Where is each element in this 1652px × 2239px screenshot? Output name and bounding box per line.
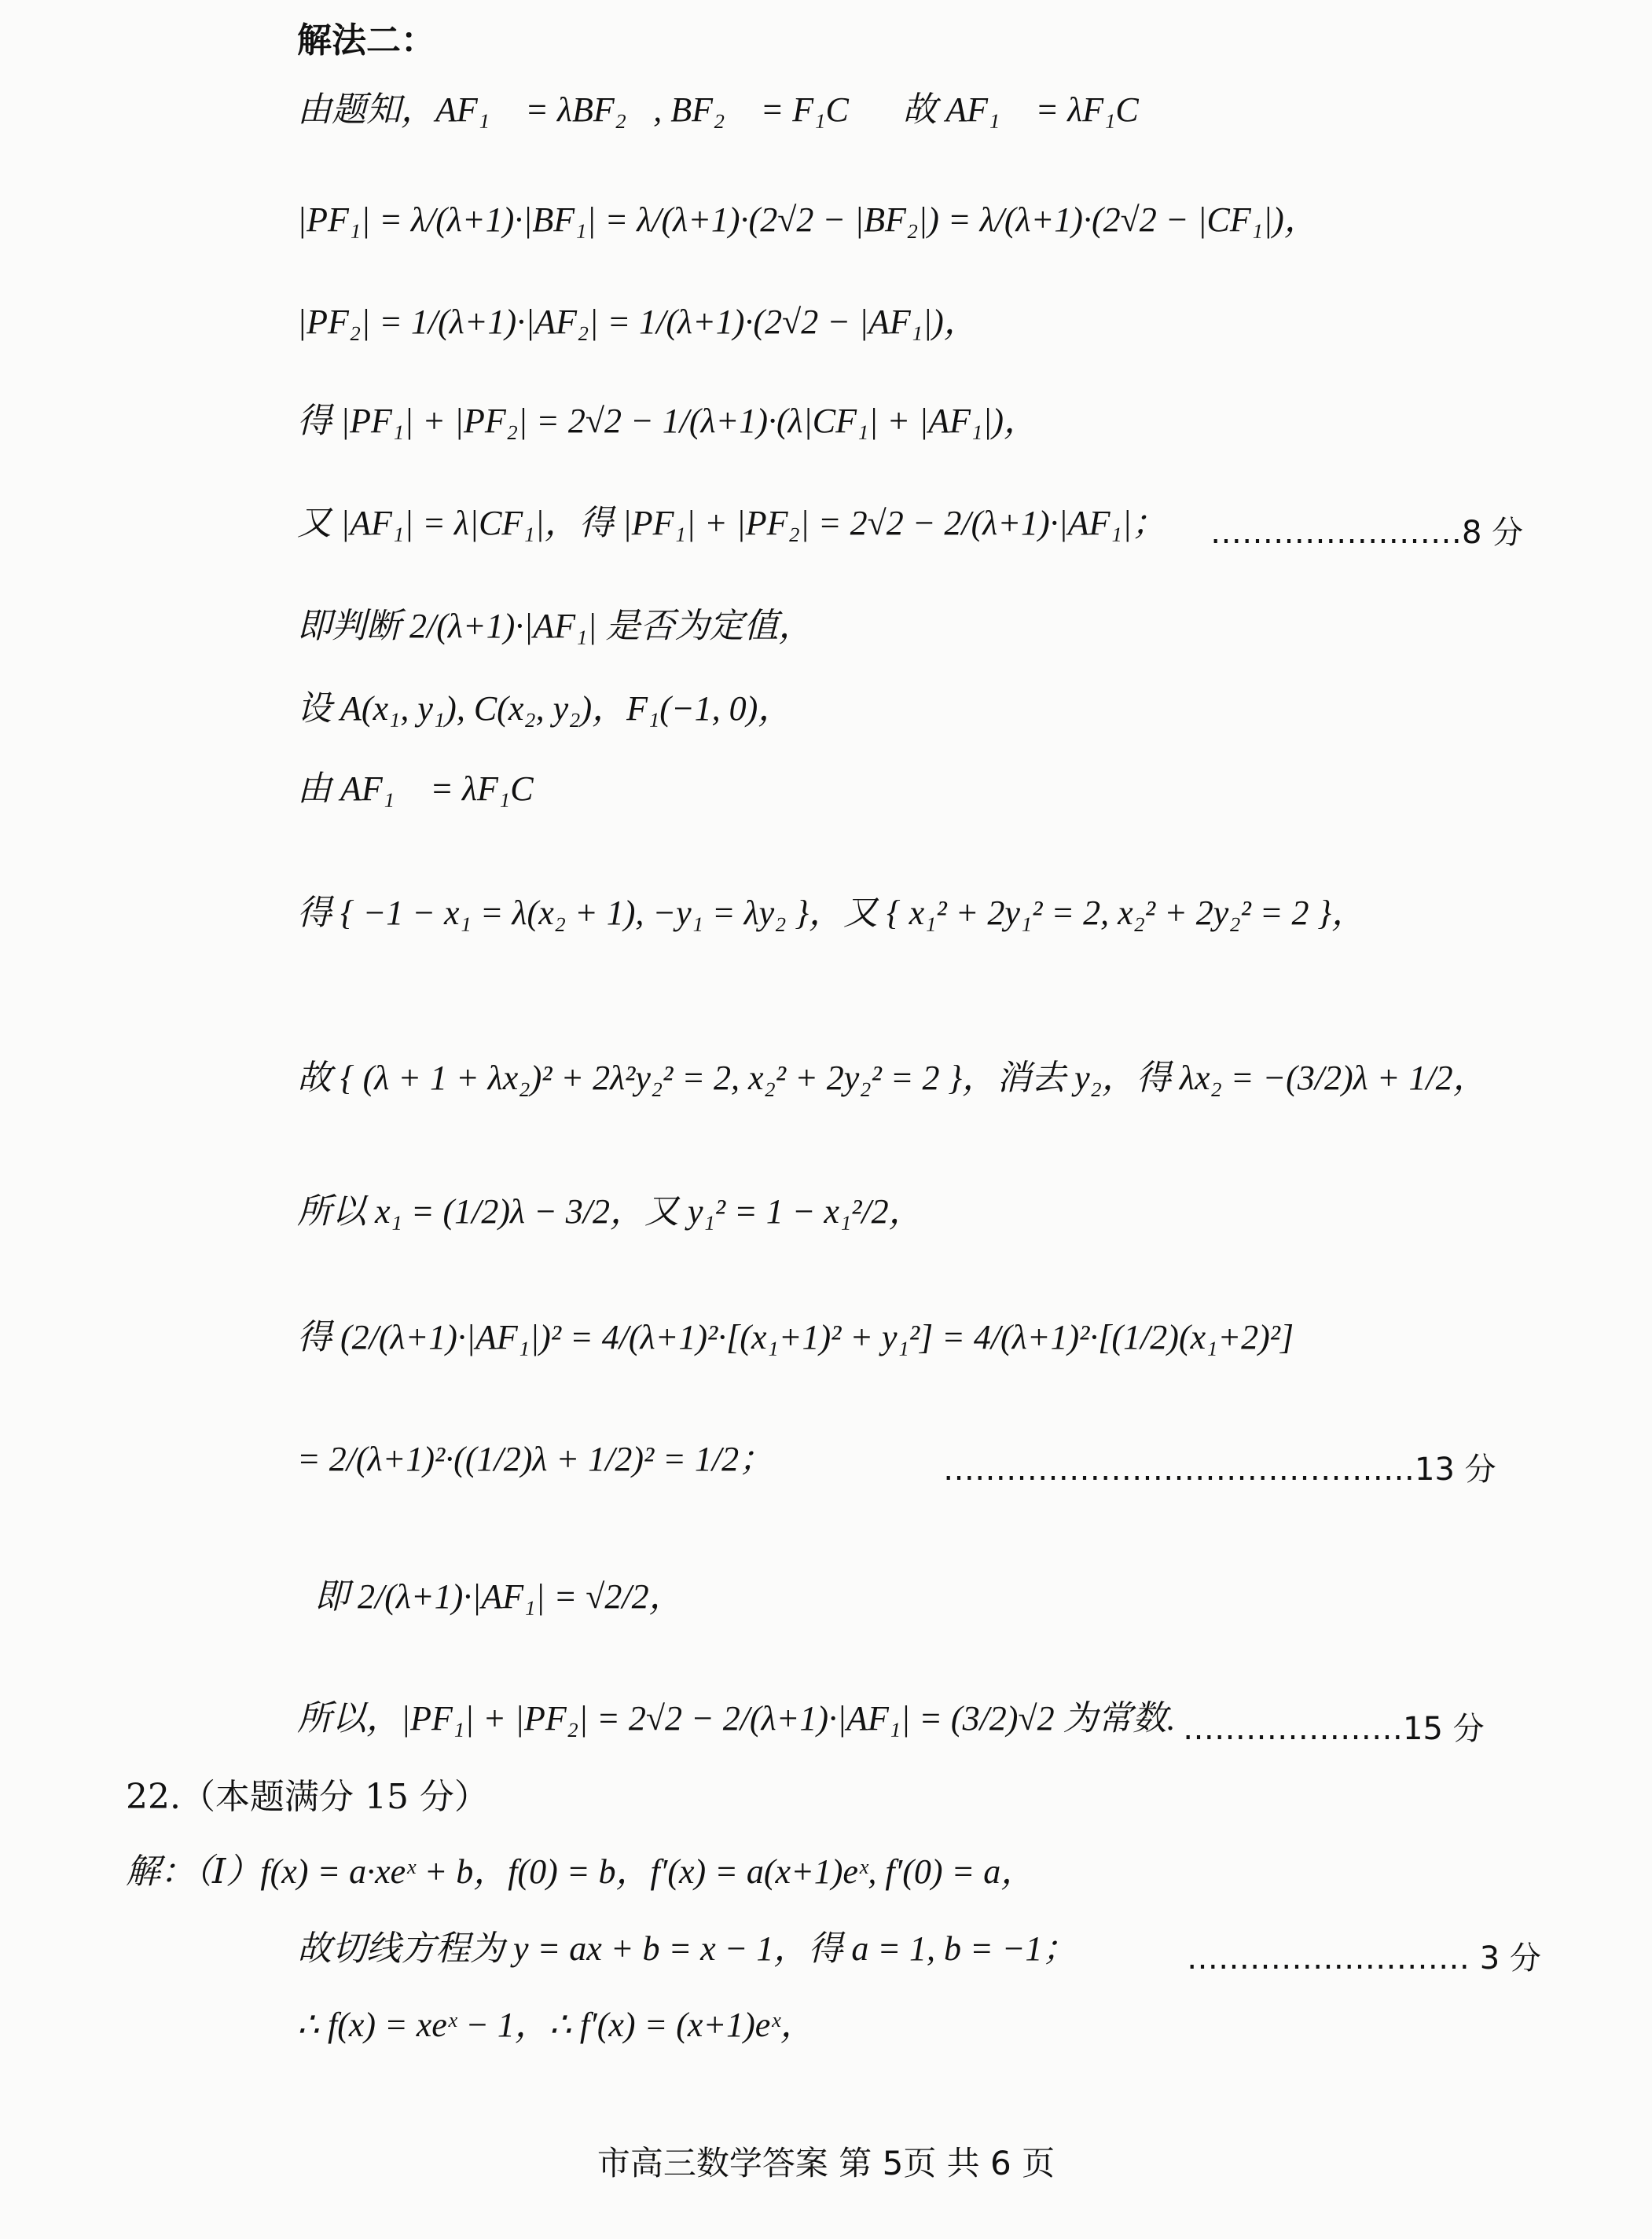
line-by-vector: 由 AF₁⃗ = λF₁C⃗， <box>297 769 587 808</box>
line-half: = 2/(λ+1)²·((1/2)λ + 1/2)² = 1/2； <box>297 1440 774 1478</box>
line-x1: 所以 x₁ = (1/2)λ − 3/2，又 y₁² = 1 − x₁²/2， <box>297 1192 923 1231</box>
line-judge: 即判断 2/(λ+1)·|AF₁| 是否为定值， <box>297 607 813 645</box>
page-footer: 市高三数学答案 第 5页 共 6 页 <box>597 2144 1055 2182</box>
score-3: ……………………… 3 分 <box>1187 1940 1541 1977</box>
line-system-1: 得 { −1 − x₁ = λ(x₂ + 1), −y₁ = λy₂ }，又 { x₁² + 2y₁² = 2, x₂² + 2y₂² = 2 }， <box>297 894 1367 932</box>
q22-solution-1: 解：（Ⅰ）f(x) = a·xeˣ + b，f(0) = b，f′(x) = a(x+1)eˣ, f′(0) = a， <box>126 1852 1036 1891</box>
score-15: …………………15 分 <box>1183 1711 1485 1747</box>
method-heading: 解法二： <box>297 20 435 61</box>
line-system-2: 故 { (λ + 1 + λx₂)² + 2λ²y₂² = 2, x₂² + 2y₂² = 2 }，消去 y₂，得 λx₂ = −(3/2)λ + 1/2， <box>297 1059 1488 1097</box>
score-8: ……………………8 分 <box>1210 515 1524 551</box>
q22-heading: 22.（本题满分 15 分） <box>126 1777 489 1817</box>
score-13: ………………………………………13 分 <box>943 1452 1496 1488</box>
q22-solution-3: ∴ f(x) = xeˣ − 1，∴ f′(x) = (x+1)eˣ， <box>297 2006 815 2044</box>
line-const: 即 2/(λ+1)·|AF₁| = √2/2， <box>314 1577 684 1616</box>
line-pf2: |PF₂| = 1/(λ+1)·|AF₂| = 1/(λ+1)·(2√2 − |AF₁|)， <box>297 303 978 341</box>
line-pf1: |PF₁| = λ/(λ+1)·|BF₁| = λ/(λ+1)·(2√2 − |BF₂|) = λ/(λ+1)·(2√2 − |CF₁|)， <box>297 200 1319 239</box>
line-conclusion: 所以，|PF₁| + |PF₂| = 2√2 − 2/(λ+1)·|AF₁| = (3/2)√2 为常数. <box>297 1699 1176 1738</box>
line-given: 由题知，AF₁⃗ = λBF₂⃗, BF₂⃗ = F₁C⃗，故 AF₁⃗ = λF₁C⃗， <box>297 90 1193 129</box>
line-square: 得 (2/(λ+1)·|AF₁|)² = 4/(λ+1)²·[(x₁+1)² + y₁²] = 4/(λ+1)²·[(1/2)(x₁+2)²] <box>297 1318 1294 1356</box>
line-af1: 又 |AF₁| = λ|CF₁|，得 |PF₁| + |PF₂| = 2√2 − 2/(λ+1)·|AF₁|； <box>297 504 1166 542</box>
line-set-points: 设 A(x₁, y₁), C(x₂, y₂)，F₁(−1, 0)， <box>297 689 793 728</box>
line-sum: 得 |PF₁| + |PF₂| = 2√2 − 1/(λ+1)·(λ|CF₁| + |AF₁|)， <box>297 402 1038 440</box>
q22-solution-2: 故切线方程为 y = ax + b = x − 1，得 a = 1, b = −1； <box>297 1929 1077 1968</box>
